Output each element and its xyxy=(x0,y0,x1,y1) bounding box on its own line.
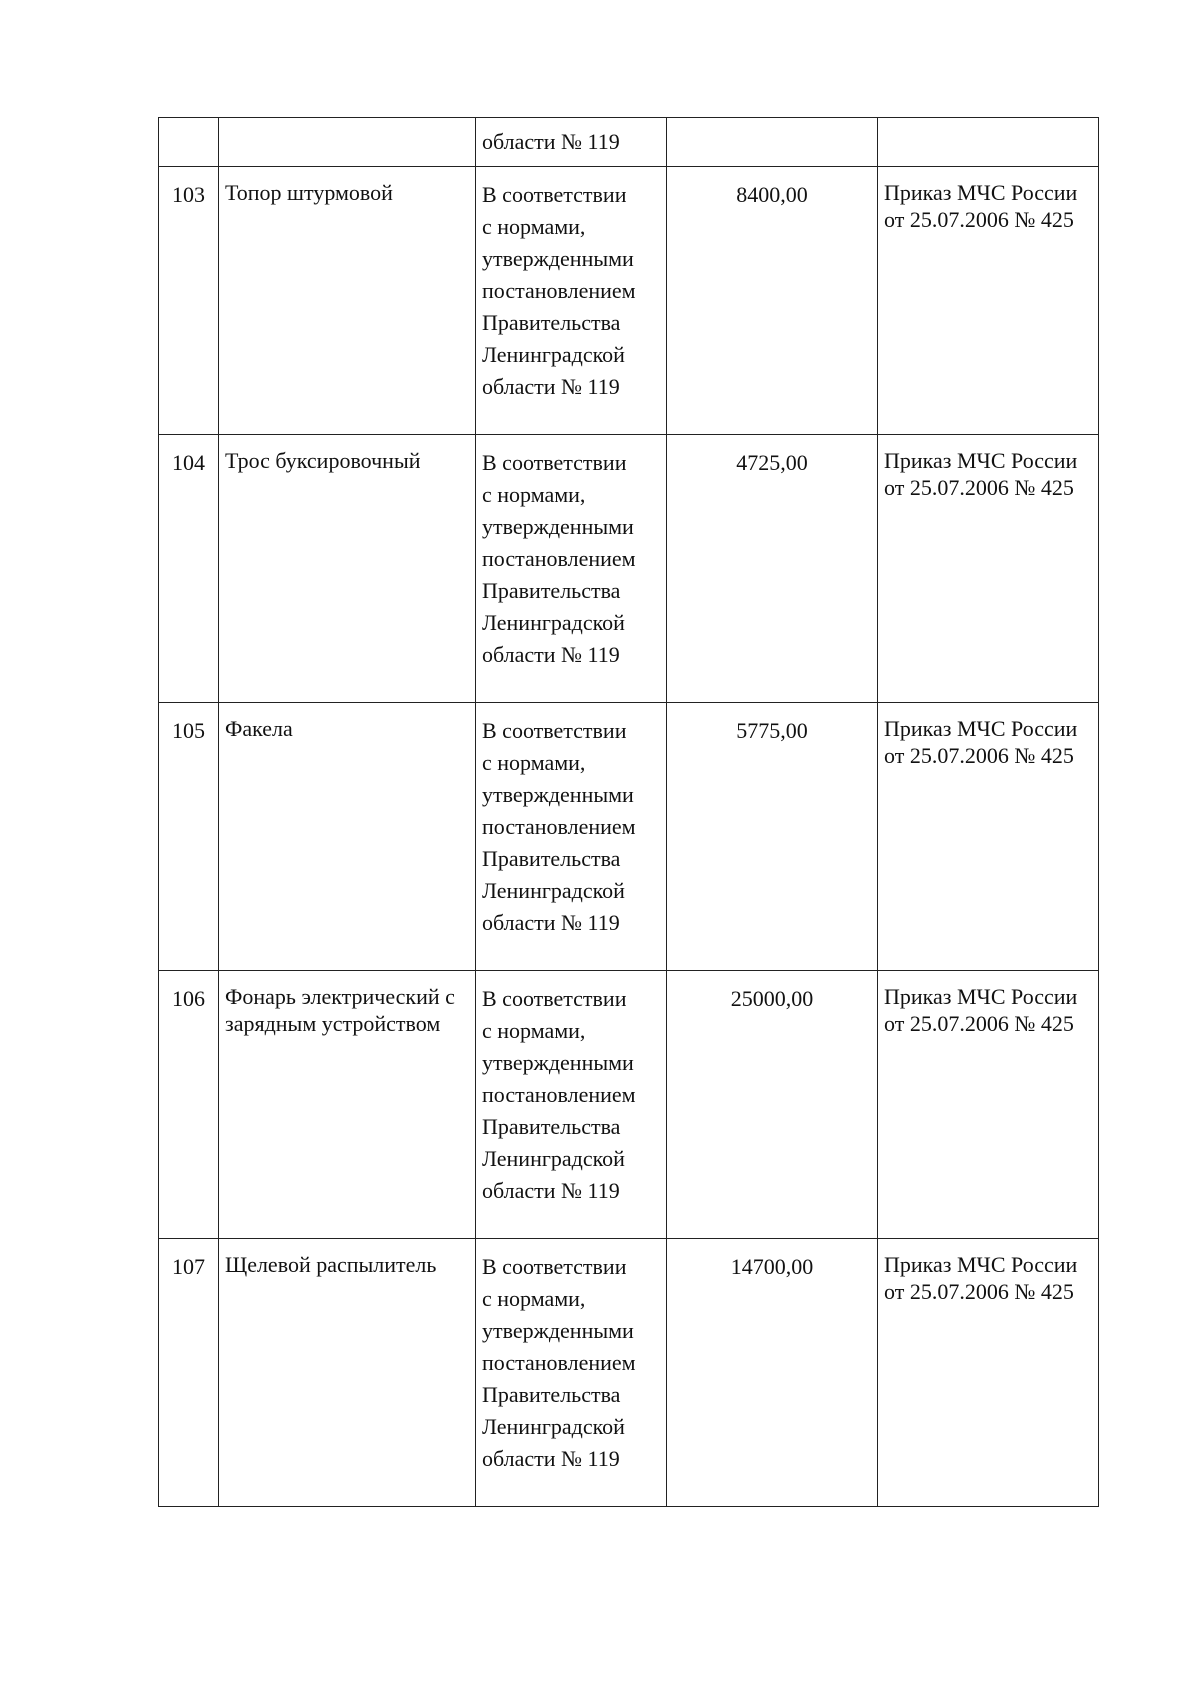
basis-cell xyxy=(476,703,667,971)
num-cell: 106 xyxy=(159,971,219,1239)
basis-line: постановлением xyxy=(482,1082,636,1107)
num-cell: 107 xyxy=(159,1239,219,1507)
basis-line: Ленинградской xyxy=(482,1414,625,1439)
basis-line: с нормами, xyxy=(482,1286,586,1311)
basis-cell xyxy=(476,435,667,703)
num-cell: 104 xyxy=(159,435,219,703)
table-row xyxy=(159,435,1099,703)
norms-table xyxy=(158,117,1099,1507)
num-cell xyxy=(159,118,219,167)
name-cell: Трос буксировочный xyxy=(219,435,476,703)
price-cell: 8400,00 xyxy=(667,167,878,435)
reference-cell xyxy=(878,118,1099,167)
basis-line: Правительства xyxy=(482,846,621,871)
basis-line: области № 119 xyxy=(482,1446,620,1471)
basis-line: с нормами, xyxy=(482,1018,586,1043)
basis-line: Ленинградской xyxy=(482,878,625,903)
price-cell: 25000,00 xyxy=(667,971,878,1239)
basis-line: постановлением xyxy=(482,814,636,839)
reference-cell: Приказ МЧС России от 25.07.2006 № 425 xyxy=(878,435,1099,703)
basis-line: области № 119 xyxy=(482,910,620,935)
basis-cell xyxy=(476,167,667,435)
name-cell: Топор штурмовой xyxy=(219,167,476,435)
table-row xyxy=(159,167,1099,435)
basis-line: В соответствии xyxy=(482,986,627,1011)
price-cell: 5775,00 xyxy=(667,703,878,971)
reference-cell: Приказ МЧС России от 25.07.2006 № 425 xyxy=(878,971,1099,1239)
basis-line: утвержденными xyxy=(482,246,634,271)
num-cell: 103 xyxy=(159,167,219,435)
basis-line: Ленинградской xyxy=(482,610,625,635)
name-cell: Факела xyxy=(219,703,476,971)
basis-line: В соответствии xyxy=(482,1254,627,1279)
basis-line: области № 119 xyxy=(482,1178,620,1203)
basis-line: В соответствии xyxy=(482,182,627,207)
reference-cell: Приказ МЧС России от 25.07.2006 № 425 xyxy=(878,1239,1099,1507)
table-row xyxy=(159,1239,1099,1507)
basis-line: Правительства xyxy=(482,1114,621,1139)
basis-cell: области № 119 xyxy=(476,118,667,167)
basis-line: Правительства xyxy=(482,1382,621,1407)
price-cell xyxy=(667,118,878,167)
basis-line: с нормами, xyxy=(482,214,586,239)
num-cell: 105 xyxy=(159,703,219,971)
basis-line: Ленинградской xyxy=(482,1146,625,1171)
basis-line: области № 119 xyxy=(482,642,620,667)
basis-line: постановлением xyxy=(482,546,636,571)
basis-line: области № 119 xyxy=(482,374,620,399)
table-row-continuation xyxy=(159,118,1099,167)
basis-line: постановлением xyxy=(482,1350,636,1375)
basis-line: с нормами, xyxy=(482,750,586,775)
basis-line: Ленинградской xyxy=(482,342,625,367)
basis-line: В соответствии xyxy=(482,718,627,743)
price-cell: 14700,00 xyxy=(667,1239,878,1507)
table-row xyxy=(159,971,1099,1239)
basis-line: постановлением xyxy=(482,278,636,303)
basis-line: В соответствии xyxy=(482,450,627,475)
reference-cell: Приказ МЧС России от 25.07.2006 № 425 xyxy=(878,703,1099,971)
basis-line: с нормами, xyxy=(482,482,586,507)
name-cell: Щелевой распылитель xyxy=(219,1239,476,1507)
basis-cell xyxy=(476,1239,667,1507)
reference-cell: Приказ МЧС России от 25.07.2006 № 425 xyxy=(878,167,1099,435)
price-cell: 4725,00 xyxy=(667,435,878,703)
basis-line: утвержденными xyxy=(482,514,634,539)
basis-line: утвержденными xyxy=(482,1050,634,1075)
table-row xyxy=(159,703,1099,971)
basis-cell xyxy=(476,971,667,1239)
basis-line: Правительства xyxy=(482,310,621,335)
basis-line: Правительства xyxy=(482,578,621,603)
basis-line: утвержденными xyxy=(482,1318,634,1343)
basis-line: утвержденными xyxy=(482,782,634,807)
name-cell: Фонарь электрический с зарядным устройством xyxy=(219,971,476,1239)
name-cell xyxy=(219,118,476,167)
